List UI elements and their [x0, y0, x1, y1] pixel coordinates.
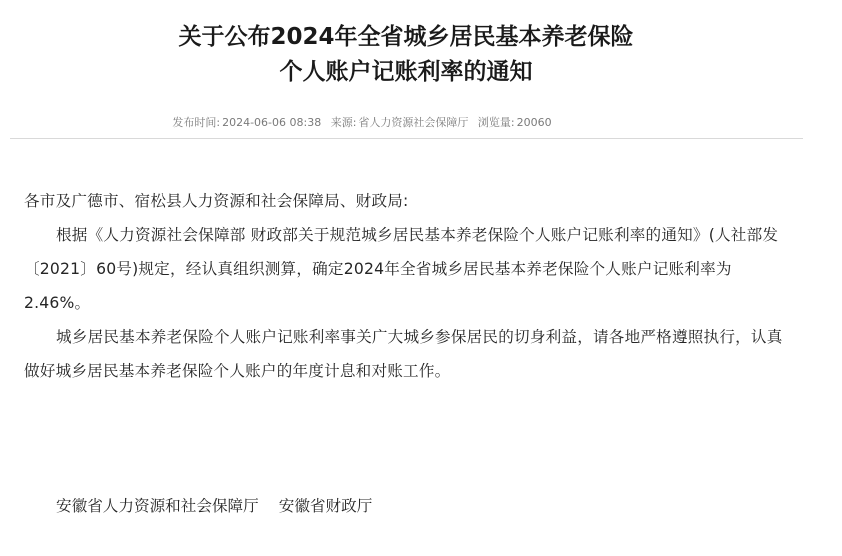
paragraph-2: 城乡居民基本养老保险个人账户记账利率事关广大城乡参保居民的切身利益，请各地严格遵照执行，认真做好城乡居民基本养老保险个人账户的年度计息和对账工作。 [24, 328, 783, 380]
views-label: 浏览量: [477, 116, 515, 129]
views-count: 20060 [516, 116, 552, 129]
publish-time: 2024-06-06 08:38 [222, 116, 322, 129]
issuer-hrss: 安徽省人力资源和社会保障厅 [56, 497, 259, 515]
source-label: 来源: [330, 116, 357, 129]
notice-title-line-1: 关于公布2024年全省城乡居民基本养老保险 [178, 24, 634, 50]
issuer-finance: 安徽省财政厅 [278, 497, 373, 515]
notice-title-line-2: 个人账户记账利率的通知 [279, 59, 533, 85]
paragraph-1: 根据《人力资源社会保障部 财政部关于规范城乡居民基本养老保险个人账户记账利率的通知》(人社部发〔2021〕60号)规定，经认真组织测算，确定2024年全省城乡居民基本养老保险个人账户记账利率为2.46%。 [24, 226, 779, 312]
publish-time-label: 发布时间: [172, 116, 221, 129]
notice-body [24, 184, 794, 388]
salutation: 各市及广德市、宿松县人力资源和社会保障局、财政局: [24, 192, 409, 210]
article-meta [0, 114, 730, 130]
source: 省人力资源社会保障厅 [358, 116, 469, 129]
signature [56, 492, 372, 520]
header-divider [10, 138, 803, 139]
